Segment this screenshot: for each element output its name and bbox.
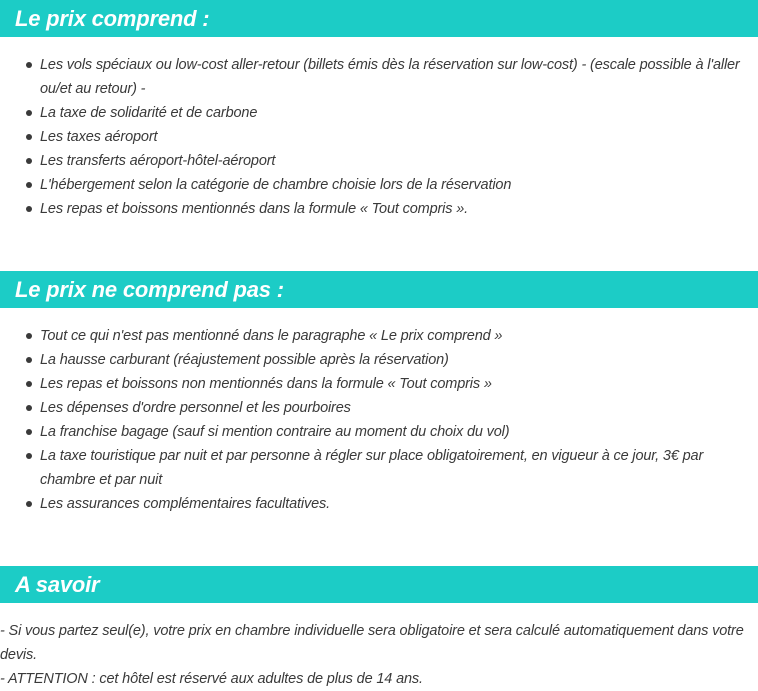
list-item [0, 125, 758, 149]
list-item-text: Les transferts aéroport-hôtel-aéroport [40, 153, 276, 169]
bullet-dot-icon [26, 134, 32, 140]
good-to-know-notes [0, 619, 752, 691]
list-item-text: Les repas et boissons mentionnés dans la formule « Tout compris ». [40, 201, 469, 217]
list-item [0, 396, 758, 420]
list-item-text: La hausse carburant (réajustement possible après la réservation) [40, 352, 449, 368]
section-title-price-includes: Le prix comprend : [0, 0, 758, 37]
list-item-text: La taxe touristique par nuit et par personne à régler sur place obligatoirement, en vigueur à ce jour, 3€ par chambre et par nuit [40, 448, 704, 488]
section-title-good-to-know: A savoir [0, 566, 758, 603]
list-item-text: La taxe de solidarité et de carbone [40, 105, 258, 121]
list-item [0, 173, 758, 197]
bullet-dot-icon [26, 62, 32, 68]
bullet-dot-icon [26, 357, 32, 363]
bullet-dot-icon [26, 182, 32, 188]
price-excludes-list [0, 324, 758, 516]
list-item-text: Les taxes aéroport [40, 129, 158, 145]
bullet-dot-icon [26, 453, 32, 459]
list-item [0, 101, 758, 125]
price-includes-list [0, 53, 758, 221]
list-item-text: L'hébergement selon la catégorie de chambre choisie lors de la réservation [40, 177, 512, 193]
bullet-dot-icon [26, 158, 32, 164]
list-item [0, 492, 758, 516]
bullet-dot-icon [26, 405, 32, 411]
list-item [0, 149, 758, 173]
list-item [0, 197, 758, 221]
list-item [0, 53, 758, 101]
note-paragraph: - ATTENTION : cet hôtel est réservé aux adultes de plus de 14 ans. [0, 671, 423, 687]
bullet-dot-icon [26, 333, 32, 339]
bullet-dot-icon [26, 501, 32, 507]
list-item-text: Les repas et boissons non mentionnés dans la formule « Tout compris » [40, 376, 492, 392]
list-item [0, 324, 758, 348]
list-item [0, 420, 758, 444]
bullet-dot-icon [26, 110, 32, 116]
list-item-text: Les vols spéciaux ou low-cost aller-retour (billets émis dès la réservation sur low-cost) - (escale possible à l'aller ou/et au retour) - [40, 57, 740, 97]
list-item-text: La franchise bagage (sauf si mention contraire au moment du choix du vol) [40, 424, 510, 440]
note-paragraph: - Si vous partez seul(e), votre prix en chambre individuelle sera obligatoire et sera calculé automatiquement dans votre devis. [0, 623, 744, 663]
list-item [0, 372, 758, 396]
list-item [0, 348, 758, 372]
list-item [0, 444, 758, 492]
list-item-text: Les dépenses d'ordre personnel et les pourboires [40, 400, 351, 416]
bullet-dot-icon [26, 381, 32, 387]
bullet-dot-icon [26, 429, 32, 435]
bullet-dot-icon [26, 206, 32, 212]
list-item-text: Les assurances complémentaires facultatives. [40, 496, 330, 512]
section-title-price-excludes: Le prix ne comprend pas : [0, 271, 758, 308]
list-item-text: Tout ce qui n'est pas mentionné dans le paragraphe « Le prix comprend » [40, 328, 503, 344]
